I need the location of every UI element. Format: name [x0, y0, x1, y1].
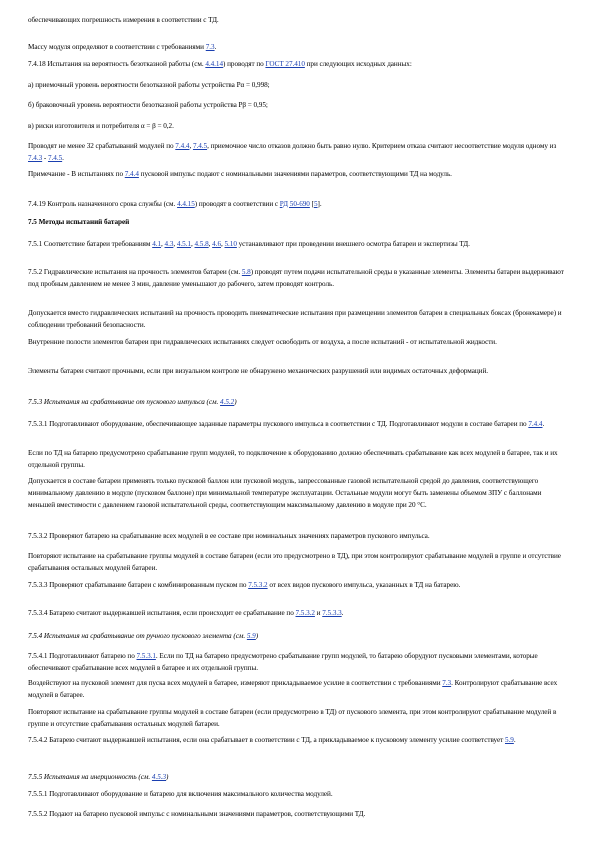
paragraph-text: Внутренние полости элементов батареи при гидравлических испытаниях следует освободить от воздуха, а после испытаний - от испытательной жидкости.	[28, 338, 497, 346]
paragraph-text: .	[341, 609, 344, 617]
paragraph-text: а) приемочный уровень вероятности безотказной работы устройства Рα = 0,998;	[28, 81, 270, 89]
reference-link[interactable]: 5	[313, 200, 318, 208]
paragraph-text: в) риски изготовителя и потребителя α = β = 0,2.	[28, 122, 174, 130]
paragraph-text: 7.5.1 Соответствие батареи требованиям	[28, 240, 153, 248]
paragraph-text: 7.5.3.4 Батарею считают выдержавшей испытания, если происходит ее срабатывание по	[28, 609, 296, 617]
paragraph	[28, 14, 568, 26]
paragraph-text: устанавливают при проведении внешнего осмотра батареи и экспертизы ТД.	[236, 240, 470, 248]
paragraph-text: ) проводят путем подачи испытательной среды в указанные элементы. Элементы батареи выдерживают под пробным давлением не менее 3 мин, давление уменьшают до рабочего, затем проводят контроль.	[28, 268, 564, 288]
paragraph-text: 7.5.3 Испытания на срабатывание от пускового импульса (см.	[28, 398, 221, 406]
paragraph-text: .	[214, 43, 217, 51]
paragraph	[28, 198, 568, 210]
reference-link[interactable]: 7.3	[205, 43, 215, 51]
reference-link[interactable]: 5.9	[504, 736, 514, 744]
paragraph-text: .	[62, 154, 64, 162]
paragraph-text: Если по ТД на батарею предусмотрено срабатывание групп модулей, то подключение к оборудованию должно обеспечивать срабатывание как всех модулей в батарее, так и их отдельной группы.	[28, 449, 558, 469]
reference-link[interactable]: 4.1	[152, 240, 162, 248]
reference-link[interactable]: 4.5.8	[194, 240, 209, 248]
paragraph	[28, 447, 568, 471]
paragraph-text: 7.5.4.1 Подготавливают батарею по	[28, 652, 137, 660]
paragraph-text: . Контролируют срабатывание всех модулей в батарее.	[28, 679, 558, 699]
reference-link[interactable]: 7.4.4	[528, 420, 543, 428]
paragraph	[28, 140, 568, 164]
paragraph-text: 7.5 Методы испытаний батарей	[28, 218, 130, 226]
paragraph-text: и	[314, 609, 323, 617]
reference-link[interactable]: 7.4.4	[175, 142, 190, 150]
paragraph	[28, 734, 568, 746]
reference-link[interactable]: 7.5.3.2	[295, 609, 315, 617]
reference-link[interactable]: 4.3	[164, 240, 174, 248]
paragraph	[28, 630, 568, 642]
paragraph-text: Повторяют испытание на срабатывание группы модулей в составе батареи (если это предусмотрено в ТД), при этом контролируют срабатывание модулей в группе и отсутствие срабатывания остальных модулей батареи.	[28, 552, 561, 572]
paragraph-text: , приемочное число отказов должно быть равно нулю. Критерием отказа считают несоответствие модуля одному из	[207, 142, 557, 150]
paragraph-text: 7.4.18 Испытания на вероятность безотказной работы (см.	[28, 60, 206, 68]
paragraph-text: .	[513, 736, 516, 744]
paragraph-text: 7.5.4.2 Батарею считают выдержавшей испытания, если она срабатывает в соответствии с ТД, а прикладываемое к пусковому элементу усилие соответствует	[28, 736, 505, 744]
reference-link[interactable]: 5.8	[241, 268, 251, 276]
paragraph	[28, 58, 568, 70]
reference-link[interactable]: 7.4.3	[28, 154, 43, 162]
reference-link[interactable]: 4.4.15	[177, 200, 195, 208]
reference-link[interactable]: 5.10	[224, 240, 237, 248]
paragraph-text: ) проводят по	[223, 60, 266, 68]
paragraph	[28, 365, 568, 377]
reference-link[interactable]: 7.5.3.3	[322, 609, 342, 617]
reference-link[interactable]: 4.6	[212, 240, 221, 248]
paragraph-text: 7.5.5.2 Подают на батарею пусковой импульс с номинальными значениями параметров, соответствующими ТД.	[28, 810, 366, 818]
paragraph-text: . Если по ТД на батарею предусмотрено срабатывание групп модулей, то батарею оборудуют пусковыми элементами, которые обеспечивают срабатывание всех модулей в батарее и их отдельной группы.	[28, 652, 538, 672]
paragraph-text: -	[42, 154, 48, 162]
paragraph	[28, 307, 568, 331]
paragraph-text: Допускается в составе батареи применять только пусковой баллон или пусковой модуль, запрессованные газовой испытательной средой до давления, соответствующего минимальному давлению в модуле (пусковом баллоне) при минимальной температуре эксплуатации. Остальные модули могут быть заменены объемом ЗПУ с баллонами меньшей вместимости с давлением газовой испытательной среды, соответствующим максимальному давлению в модуле при 20 °С.	[28, 477, 542, 509]
paragraph-text: Проводят не менее 32 срабатываний модулей по	[28, 142, 176, 150]
paragraph-text: Воздействуют на пусковой элемент для пуска всех модулей в батарее, измеряют прикладываемое усилие в соответствии с требованиями	[28, 679, 443, 687]
paragraph	[28, 216, 568, 228]
paragraph-text: )	[234, 398, 237, 406]
reference-link[interactable]: 7.5.3.1	[136, 652, 156, 660]
paragraph	[28, 168, 568, 180]
paragraph-text: )	[255, 632, 259, 640]
paragraph-text: Массу модуля определяют в соответствии с требованиями	[28, 43, 206, 51]
paragraph	[28, 771, 568, 783]
paragraph	[28, 677, 568, 701]
reference-link[interactable]: 7.4.5	[192, 142, 208, 150]
paragraph-text: 7.5.4 Испытания на срабатывание от ручного пускового элемента (см.	[28, 632, 247, 640]
paragraph-text: при следующих исходных данных:	[304, 60, 412, 68]
paragraph-text: )	[166, 773, 169, 781]
paragraph-text: 7.5.3.3 Проверяют срабатывание батареи с комбинированным пуском по	[28, 581, 249, 589]
paragraph-text: .	[542, 420, 545, 428]
paragraph-text: Допускается вместо гидравлических испытаний на прочность проводить пневматические испытания при размещении элементов батареи в специальных боксах (бронекамере) и соблюдении требований безопасности.	[28, 309, 562, 329]
reference-link[interactable]: 7.4.5	[47, 154, 63, 162]
paragraph-text: 7.5.3.2 Проверяют батарею на срабатывание всех модулей в ее составе при номинальных значениях параметров пускового импульса.	[28, 532, 430, 540]
paragraph	[28, 238, 568, 250]
paragraph-text: ) проводят в соответствии с	[194, 200, 280, 208]
paragraph-text: от всех видов пускового импульса, указанных в ТД на батарею.	[267, 581, 461, 589]
reference-link[interactable]: 7.5.3.2	[248, 581, 268, 589]
paragraph-text: Элементы батареи считают прочными, если при визуальном контроле не обнаружено механических разрушений или видимых остаточных деформаций.	[28, 367, 489, 375]
paragraph-text: ,	[208, 240, 213, 248]
paragraph	[28, 530, 568, 542]
paragraph	[28, 607, 568, 619]
reference-link[interactable]: РД 50-690	[279, 200, 310, 208]
paragraph-text: 7.4.19 Контроль назначенного срока службы (см.	[28, 200, 178, 208]
paragraph	[28, 706, 568, 730]
paragraph-text: Примечание - В испытаниях по	[28, 170, 125, 178]
reference-link[interactable]: 4.5.1	[176, 240, 192, 248]
paragraph	[28, 650, 568, 674]
paragraph-text: 7.5.3.1 Подготавливают оборудование, обеспечивающее заданные параметры пускового импульса в соответствии с ТД. Подготавливают модули в составе батареи по	[28, 420, 529, 428]
paragraph-text: ,	[191, 240, 195, 248]
paragraph	[28, 808, 568, 820]
paragraph-text: 7.5.5.1 Подготавливают оборудование и батарею для включения максимального количества модулей.	[28, 790, 333, 798]
reference-link[interactable]: 4.5.2	[220, 398, 235, 406]
paragraph	[28, 336, 568, 348]
paragraph-text: ,	[161, 240, 165, 248]
paragraph-text: ,	[189, 142, 193, 150]
paragraph	[28, 41, 568, 53]
reference-link[interactable]: ГОСТ 27.410	[265, 60, 305, 68]
paragraph	[28, 79, 568, 91]
paragraph-text: ].	[317, 200, 322, 208]
paragraph	[28, 99, 568, 111]
paragraph-text: пусковой импульс подают с номинальными значениями параметров, соответствующими ТД на модуль.	[138, 170, 452, 178]
reference-link[interactable]: 5.9	[246, 632, 256, 640]
paragraph	[28, 475, 568, 511]
paragraph-text: 7.5.5 Испытания на инерционность (см.	[28, 773, 152, 781]
paragraph	[28, 418, 568, 430]
paragraph	[28, 120, 568, 132]
reference-link[interactable]: 7.3	[442, 679, 452, 687]
reference-link[interactable]: 4.4.14	[205, 60, 224, 68]
paragraph	[28, 550, 568, 574]
reference-link[interactable]: 4.5.3	[151, 773, 167, 781]
paragraph-text: обеспечивающих погрешность измерения в соответствии с ТД.	[28, 16, 219, 24]
paragraph-text: ,	[221, 240, 225, 248]
paragraph-text: [	[309, 200, 314, 208]
paragraph	[28, 266, 568, 290]
reference-link[interactable]: 7.4.4	[124, 170, 139, 178]
paragraph-text: Повторяют испытание на срабатывание группы модулей в составе батареи (если предусмотрено в ТД) от пускового элемента, при этом контролируют срабатывание модулей в группе и отсутствие срабатывания остальных модулей батареи.	[28, 708, 557, 728]
paragraph-text: 7.5.2 Гидравлические испытания на прочность элементов батареи (см.	[28, 268, 242, 276]
paragraph	[28, 788, 568, 800]
paragraph-text: ,	[173, 240, 177, 248]
paragraph	[28, 396, 568, 408]
paragraph	[28, 579, 568, 591]
paragraph-text: б) браковочный уровень вероятности безотказной работы устройства Рβ = 0,95;	[28, 101, 268, 109]
